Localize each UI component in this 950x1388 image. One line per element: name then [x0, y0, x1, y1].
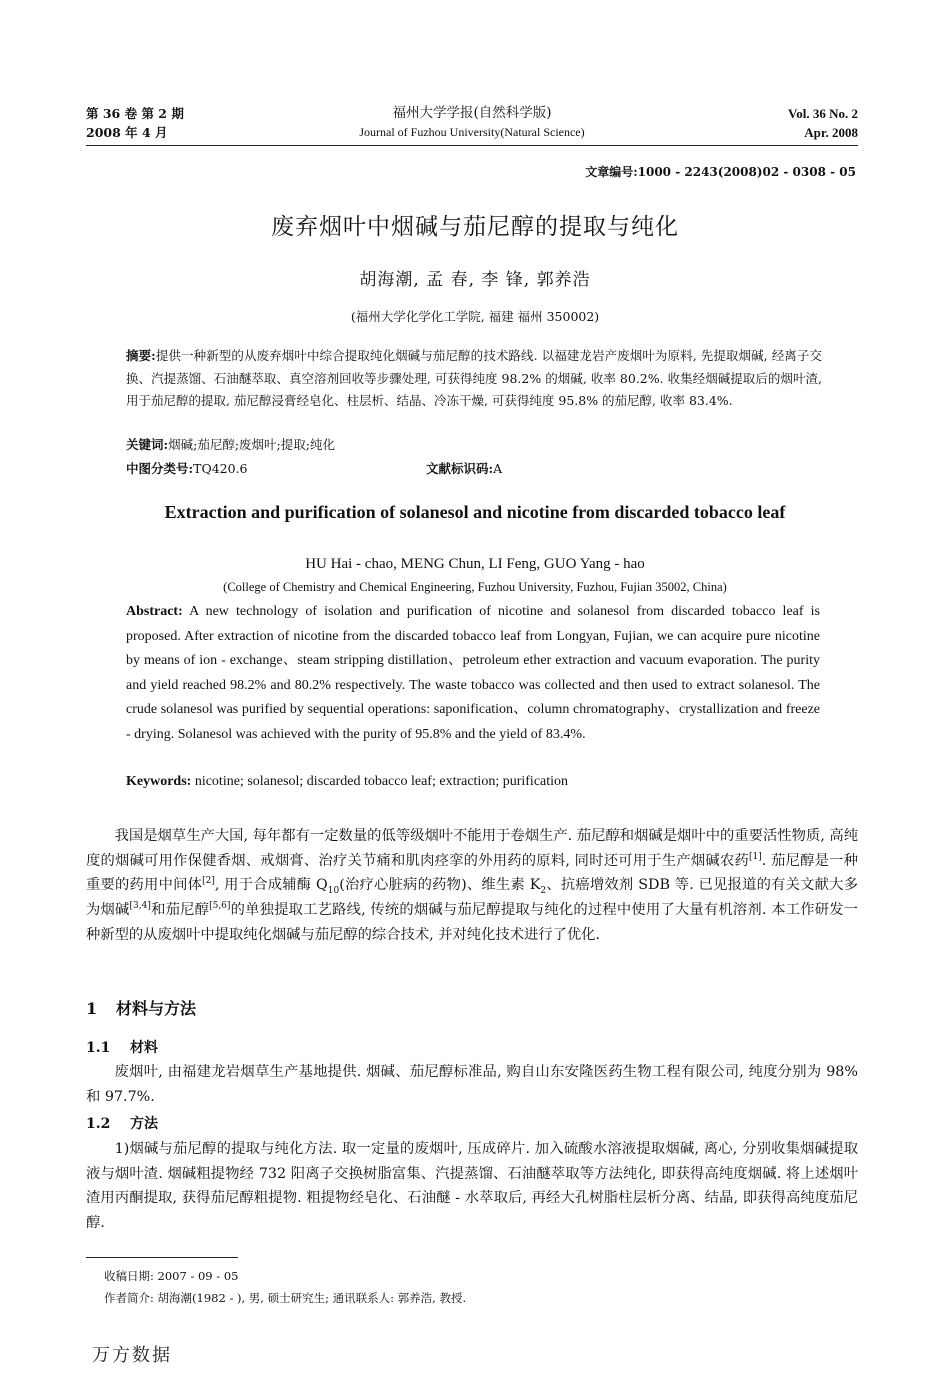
- article-number: 文章编号:1000 - 2243(2008)02 - 0308 - 05: [585, 165, 856, 179]
- section-number: 1: [86, 999, 98, 1018]
- section-heading-1: [86, 996, 196, 1019]
- volume-info: [788, 104, 858, 142]
- intro-paragraph: [86, 824, 858, 948]
- authors-en: HU Hai - chao, MENG Chun, LI Feng, GUO Yang - hao: [305, 556, 645, 572]
- intro-text: 、抗癌增效剂 SDB 等. 已见报道的有关文献大多为烟碱: [86, 877, 858, 919]
- journal-name-en: Journal of Fuzhou University(Natural Science): [359, 125, 585, 139]
- intro-text: 的单独提取工艺路线, 传统的烟碱与茄尼醇提取与纯化的过程中使用了大量有机溶剂. 本工作研发一种新型的从废烟叶中提取纯化烟碱与茄尼醇的综合技术, 并对纯化技术进行了优化.: [86, 902, 859, 943]
- subsection-title: 方法: [130, 1116, 158, 1132]
- citation-ref: [3,4]: [129, 901, 151, 912]
- subsection-title: 材料: [130, 1040, 158, 1056]
- keywords-cn: [126, 435, 335, 453]
- affiliation-en: (College of Chemistry and Chemical Engineering, Fuzhou University, Fuzhou, Fujian 35002, China): [223, 580, 727, 594]
- materials-paragraph: 废烟叶, 由福建龙岩烟草生产基地提供. 烟碱、茄尼醇标准品, 购自山东安隆医药生物工程有限公司, 纯度分别为 98% 和 97.7%.: [86, 1064, 858, 1105]
- subsection-number: 1.2: [86, 1116, 111, 1132]
- clc-label: 中图分类号:: [126, 461, 194, 476]
- subsection-heading-1-1: [86, 1037, 158, 1057]
- issue-date: 2008 年 4 月: [86, 125, 168, 140]
- title-cn: 废弃烟叶中烟碱与茄尼醇的提取与纯化: [271, 214, 679, 240]
- keywords-cn-text: 烟碱;茄尼醇;废烟叶;提取;纯化: [168, 437, 335, 452]
- watermark: 万方数据: [92, 1345, 172, 1366]
- subscript: 10: [327, 886, 340, 897]
- intro-text: (治疗心脏病的药物)、维生素 K: [339, 877, 541, 894]
- keywords-cn-label: 关键词:: [126, 437, 169, 452]
- keywords-en-text: nicotine; solanesol; discarded tobacco leaf; extraction; purification: [194, 774, 569, 789]
- doc-code-label: 文献标识码:: [426, 461, 494, 476]
- volume-number: Vol. 36 No. 2: [788, 106, 858, 121]
- intro-text: 和茄尼醇: [150, 902, 210, 919]
- footnote-author-bio: 作者简介: 胡海潮(1982 - ), 男, 硕士研究生; 通讯联系人: 郭养浩, 教授.: [104, 1291, 467, 1305]
- footnote-divider: [86, 1257, 238, 1258]
- intro-text: , 用于合成辅酶 Q: [214, 877, 328, 894]
- abstract-cn-text: 提供一种新型的从废弃烟叶中综合提取纯化烟碱与茄尼醇的技术路线. 以福建龙岩产废烟叶为原料, 先提取烟碱, 经离子交换、汽提蒸馏、石油醚萃取、真空溶剂回收等步骤处理, 可获得纯度 98.2% 的烟碱, 收率 80.2%. 收集经烟碱提取后的烟叶渣, 用于茄尼醇的提取, 茄尼醇浸膏经皂化、柱层析、结晶、冷冻干燥, 可获得纯度 95.8% 的茄尼醇, 收率 83.4%.: [126, 348, 822, 408]
- abstract-en: [126, 600, 820, 747]
- issue-number: 第 36 卷 第 2 期: [86, 106, 184, 121]
- journal-name-cn: 福州大学学报(自然科学版): [392, 105, 552, 121]
- citation-ref: [2]: [202, 876, 215, 887]
- section-title: 材料与方法: [116, 999, 197, 1018]
- authors-cn: 胡海潮, 孟 春, 李 锋, 郭养浩: [359, 270, 591, 290]
- abstract-cn-label: 摘要:: [126, 348, 156, 363]
- subsection-heading-1-2: [86, 1113, 158, 1133]
- volume-month: Apr. 2008: [804, 125, 858, 140]
- methods-paragraph: 1)烟碱与茄尼醇的提取与纯化方法. 取一定量的废烟叶, 压成碎片. 加入硫酸水溶液提取烟碱, 离心, 分别收集烟碱提取液与烟叶渣. 烟碱粗提物经 732 阳离子交换树脂富集、汽提蒸馏、石油醚萃取等方法纯化, 即获得高纯度烟碱. 将上述烟叶渣用丙酮提取, 获得茄尼醇粗提物. 粗提物经皂化、石油醚 - 水萃取后, 再经大孔树脂柱层析分离、结晶, 即获得高纯度茄尼醇.: [86, 1141, 858, 1232]
- abstract-en-label: Abstract:: [126, 604, 183, 619]
- keywords-en-label: Keywords:: [126, 774, 192, 789]
- intro-text: . 茄尼醇是一种重要的药用中间体: [86, 852, 858, 894]
- journal-name: [86, 104, 858, 142]
- running-header: [86, 104, 858, 146]
- doc-code-value: A: [493, 461, 503, 476]
- subsection-number: 1.1: [86, 1040, 111, 1056]
- citation-ref: [5,6]: [209, 901, 231, 912]
- affiliation-cn: (福州大学化学化工学院, 福建 福州 350002): [350, 309, 600, 324]
- subscript: 2: [540, 886, 547, 897]
- abstract-cn: [126, 345, 822, 413]
- citation-ref: [1]: [749, 851, 762, 862]
- intro-text: 我国是烟草生产大国, 每年都有一定数量的低等级烟叶不能用于卷烟生产. 茄尼醇和烟碱是烟叶中的重要活性物质, 高纯度的烟碱可用作保健香烟、戒烟膏、治疗关节痛和肌肉痉挛的外用药的原料, 同时还可用于生产烟碱农药: [86, 828, 858, 869]
- title-en: Extraction and purification of solanesol and nicotine from discarded tobacco leaf: [164, 502, 786, 522]
- keywords-en: [126, 774, 568, 790]
- abstract-en-text: A new technology of isolation and purification of nicotine and solanesol from discarded tobacco leaf is proposed. After extraction of nicotine from the discarded tobacco leaf from Longyan, Fujian, we can acquire pure nicotine by means of ion - exchange、steam stripping distillation、petroleum ether extraction and vacuum evaporation. The purity and yield reached 98.2% and 80.2% respectively. The waste tobacco was collected and then used to extract solanesol. The crude solanesol was purified by sequential operations: saponification、column chromatography、crystallization and freeze - drying. Solanesol was achieved with the purity of 95.8% and the yield of 83.4%.: [126, 604, 820, 742]
- classification-code: [126, 459, 248, 477]
- footnote-received-date: 收稿日期: 2007 - 09 - 05: [104, 1269, 239, 1283]
- document-code: [426, 459, 502, 477]
- clc-value: TQ420.6: [193, 461, 248, 476]
